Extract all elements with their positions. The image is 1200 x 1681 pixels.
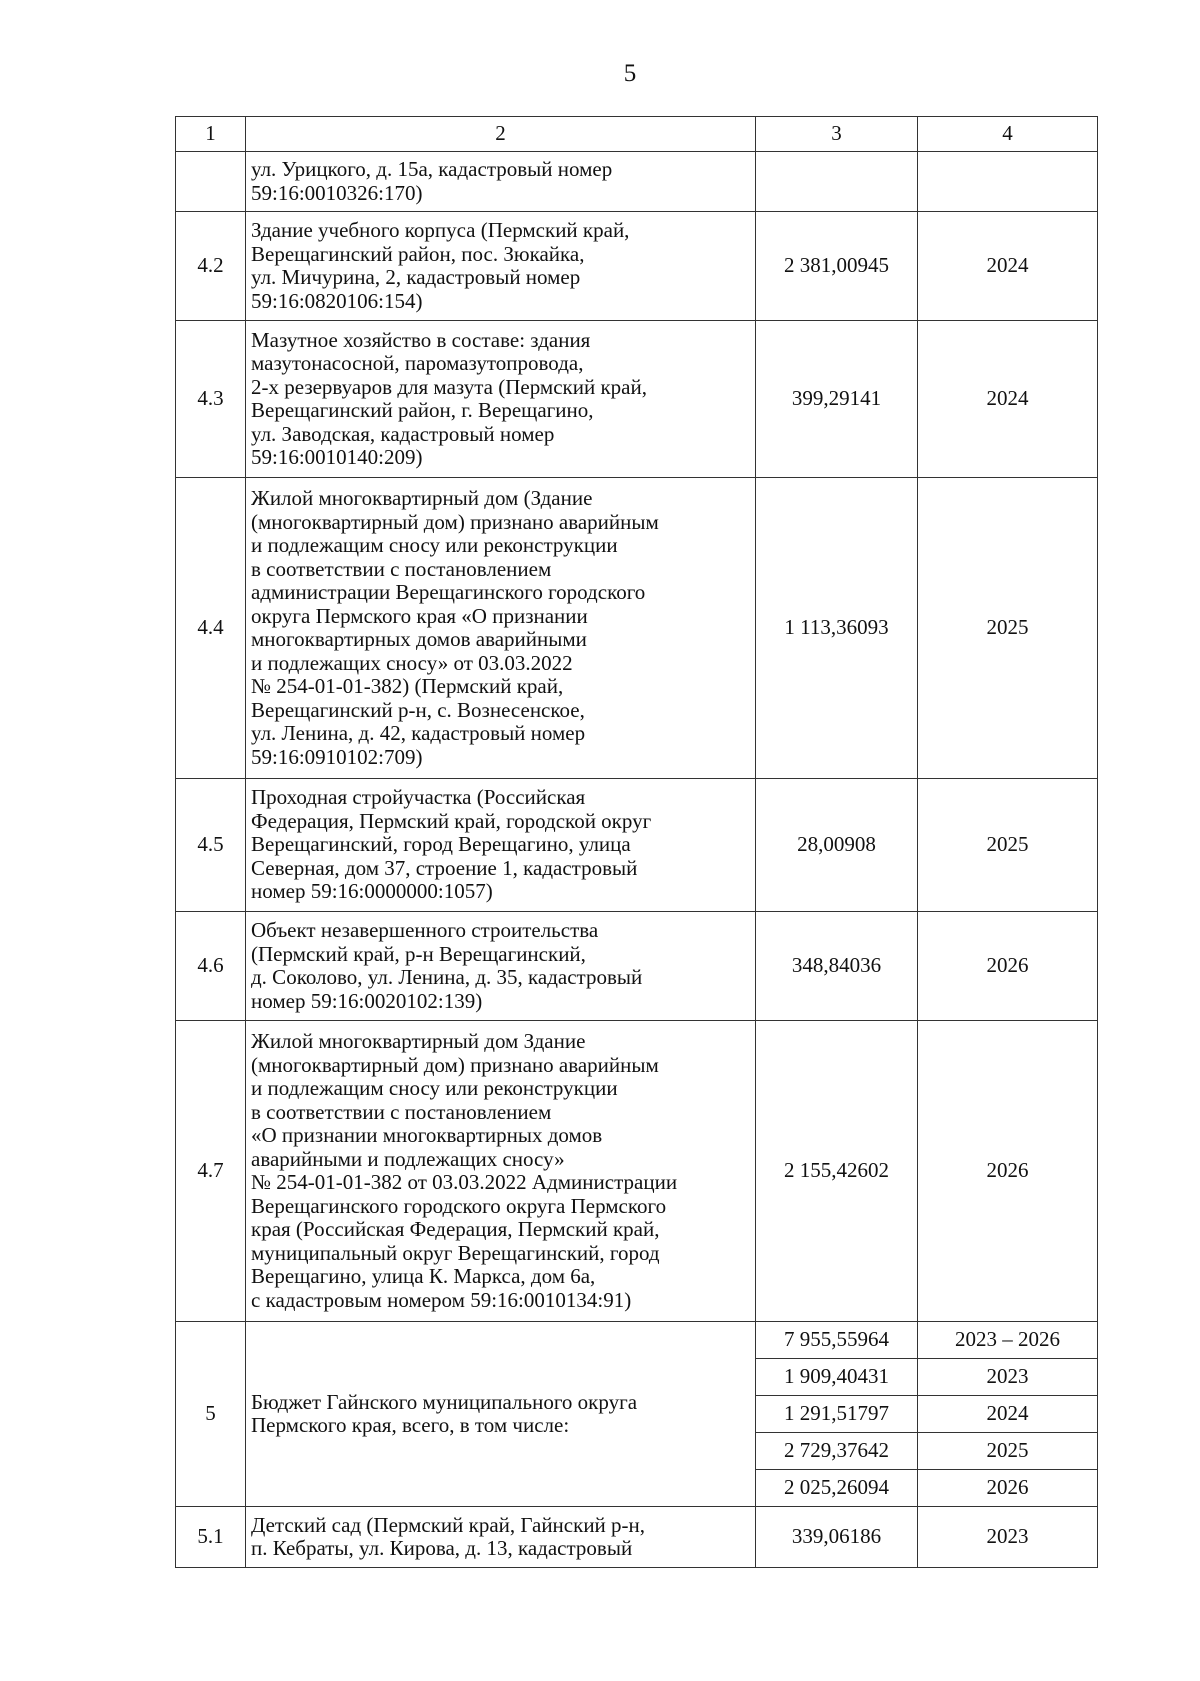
row-description: Проходная стройучастка (Российская Федерация, Пермский край, городской округ Верещагинский, город Верещагино, улица Северная, дом 37, строение 1, кадастровый номер 59:16:0000000:1057) xyxy=(246,779,756,912)
budget-value: 1 291,51797 xyxy=(756,1396,918,1433)
table-row xyxy=(176,321,1098,478)
row-year: 2026 xyxy=(918,912,1098,1021)
table-row xyxy=(176,152,1098,212)
row-description: Объект незавершенного строительства (Пермский край, р-н Верещагинский, д. Соколово, ул. Ленина, д. 35, кадастровый номер 59:16:0020102:139) xyxy=(246,912,756,1021)
budget-year: 2025 xyxy=(918,1433,1098,1470)
column-header: 2 xyxy=(246,117,756,152)
column-header: 3 xyxy=(756,117,918,152)
row-description: Мазутное хозяйство в составе: здания мазутонасосной, паромазутопровода, 2-х резервуаров для мазута (Пермский край, Верещагинский район, г. Верещагино, ул. Заводская, кадастровый номер 59:16:0010140:209) xyxy=(246,321,756,478)
row-value: 1 113,36093 xyxy=(756,478,918,779)
row-number xyxy=(176,152,246,212)
row-number: 4.6 xyxy=(176,912,246,1021)
table-row xyxy=(176,912,1098,1021)
row-value: 2 381,00945 xyxy=(756,212,918,321)
row-description: Жилой многоквартирный дом Здание (многоквартирный дом) признано аварийным и подлежащим сносу или реконструкции в соответствии с постановлением «О признании многоквартирных домов аварийными и подлежащих сносу» № 254-01-01-382 от 03.03.2022 Администрации Верещагинского городского округа Пермского края (Российская Федерация, Пермский край, муниципальный округ Верещагинский, город Верещагино, улица К. Маркса, дом 6а, с кадастровым номером 59:16:0010134:91) xyxy=(246,1021,756,1322)
row-value xyxy=(756,152,918,212)
row-description: Детский сад (Пермский край, Гайнский р-н, п. Кебраты, ул. Кирова, д. 13, кадастровый xyxy=(246,1507,756,1568)
row-number: 4.5 xyxy=(176,779,246,912)
row-year: 2025 xyxy=(918,779,1098,912)
row-number: 5.1 xyxy=(176,1507,246,1568)
budget-row xyxy=(176,1322,1098,1359)
column-header: 1 xyxy=(176,117,246,152)
budget-value: 2 729,37642 xyxy=(756,1433,918,1470)
budget-year: 2023 xyxy=(918,1359,1098,1396)
row-number: 4.2 xyxy=(176,212,246,321)
row-year: 2024 xyxy=(918,321,1098,478)
row-value: 348,84036 xyxy=(756,912,918,1021)
budget-value: 7 955,55964 xyxy=(756,1322,918,1359)
row-number: 4.7 xyxy=(176,1021,246,1322)
row-number: 4.3 xyxy=(176,321,246,478)
budget-year: 2026 xyxy=(918,1470,1098,1507)
row-value: 2 155,42602 xyxy=(756,1021,918,1322)
page-number: 5 xyxy=(623,60,637,87)
row-value: 399,29141 xyxy=(756,321,918,478)
table-row xyxy=(176,1507,1098,1568)
budget-description: Бюджет Гайнского муниципального округа Пермского края, всего, в том числе: xyxy=(246,1322,756,1507)
row-number: 4.4 xyxy=(176,478,246,779)
budget-number: 5 xyxy=(176,1322,246,1507)
budget-year: 2023 – 2026 xyxy=(918,1322,1098,1359)
budget-value: 1 909,40431 xyxy=(756,1359,918,1396)
budget-year: 2024 xyxy=(918,1396,1098,1433)
table-row xyxy=(176,779,1098,912)
objects-table xyxy=(175,116,1098,1568)
table-row xyxy=(176,1021,1098,1322)
row-year: 2023 xyxy=(918,1507,1098,1568)
row-description: Жилой многоквартирный дом (Здание (многоквартирный дом) признано аварийным и подлежащим сносу или реконструкции в соответствии с постановлением администрации Верещагинского городского округа Пермского края «О признании многоквартирных домов аварийными и подлежащих сносу» от 03.03.2022 № 254-01-01-382) (Пермский край, Верещагинский р-н, с. Вознесенское, ул. Ленина, д. 42, кадастровый номер 59:16:0910102:709) xyxy=(246,478,756,779)
row-year: 2024 xyxy=(918,212,1098,321)
row-value: 28,00908 xyxy=(756,779,918,912)
table-row xyxy=(176,212,1098,321)
row-year: 2026 xyxy=(918,1021,1098,1322)
row-year xyxy=(918,152,1098,212)
row-description: ул. Урицкого, д. 15а, кадастровый номер 59:16:0010326:170) xyxy=(246,152,756,212)
row-year: 2025 xyxy=(918,478,1098,779)
row-value: 339,06186 xyxy=(756,1507,918,1568)
column-header: 4 xyxy=(918,117,1098,152)
table-row xyxy=(176,478,1098,779)
table-header-row xyxy=(176,117,1098,152)
budget-value: 2 025,26094 xyxy=(756,1470,918,1507)
row-description: Здание учебного корпуса (Пермский край, Верещагинский район, пос. Зюкайка, ул. Мичурина, 2, кадастровый номер 59:16:0820106:154) xyxy=(246,212,756,321)
